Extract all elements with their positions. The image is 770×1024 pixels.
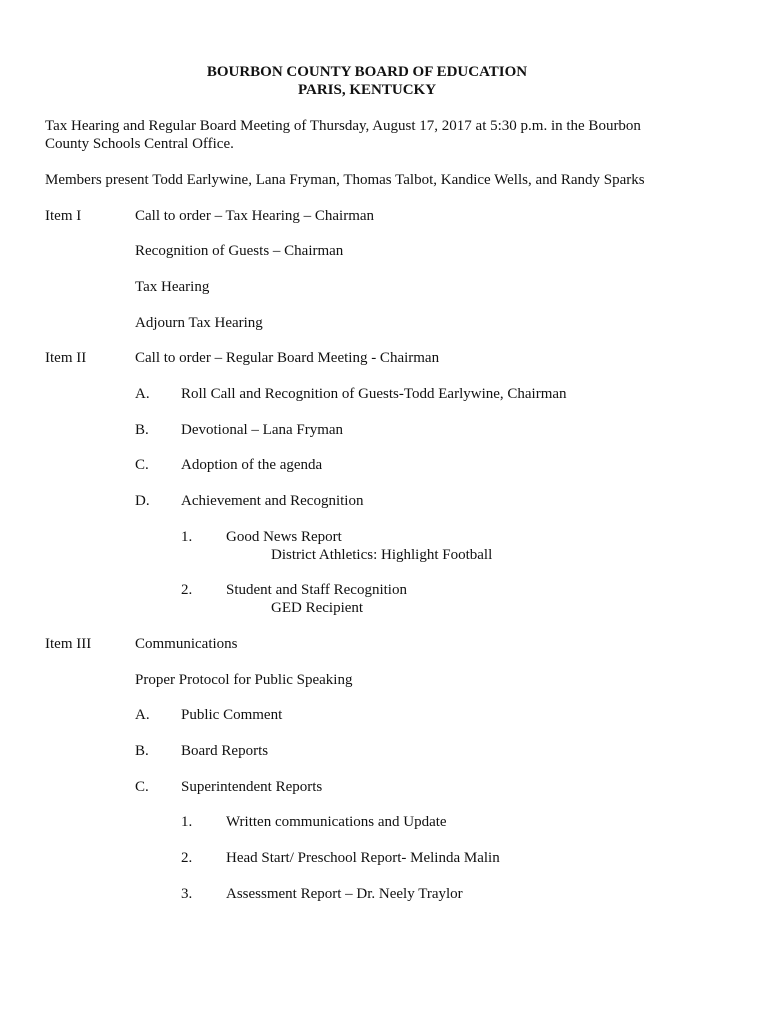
- item-1-label: Item I: [45, 208, 82, 224]
- item-2-sub-text: Achievement and Recognition: [181, 493, 364, 509]
- superintendent-report-marker: 2.: [181, 850, 193, 866]
- recognition-text: Student and Staff Recognition: [226, 582, 407, 598]
- item-3-sub-marker: B.: [135, 743, 149, 759]
- members-present: Members present Todd Earlywine, Lana Fryman, Thomas Talbot, Kandice Wells, and Randy Sparks: [45, 172, 645, 188]
- superintendent-report-marker: 3.: [181, 886, 193, 902]
- item-1-line: Tax Hearing: [135, 279, 210, 295]
- document-title: BOURBON COUNTY BOARD OF EDUCATION: [206, 64, 528, 80]
- item-1-line: Call to order – Tax Hearing – Chairman: [135, 208, 375, 224]
- recognition-detail: District Athletics: Highlight Football: [271, 547, 493, 563]
- superintendent-report-text: Head Start/ Preschool Report- Melinda Malin: [226, 850, 500, 866]
- item-2-sub-text: Adoption of the agenda: [181, 457, 323, 473]
- item-3-sub-text: Board Reports: [181, 743, 269, 759]
- item-3-sub-text: Public Comment: [181, 707, 283, 723]
- superintendent-report-marker: 1.: [181, 814, 193, 830]
- intro-line-2: County Schools Central Office.: [45, 136, 234, 152]
- item-2-sub-marker: D.: [135, 493, 150, 509]
- item-2-sub-text: Roll Call and Recognition of Guests-Todd Earlywine, Chairman: [181, 386, 567, 402]
- item-3-sub-marker: C.: [135, 779, 149, 795]
- item-1-line: Adjourn Tax Hearing: [135, 315, 263, 331]
- item-3-sub-text: Superintendent Reports: [181, 779, 323, 795]
- superintendent-report-text: Assessment Report – Dr. Neely Traylor: [226, 886, 463, 902]
- item-3-protocol: Proper Protocol for Public Speaking: [135, 672, 353, 688]
- item-1-line: Recognition of Guests – Chairman: [135, 243, 344, 259]
- item-2-sub-text: Devotional – Lana Fryman: [181, 422, 344, 438]
- intro-line-1: Tax Hearing and Regular Board Meeting of Thursday, August 17, 2017 at 5:30 p.m. in the Bourbon: [45, 118, 641, 134]
- superintendent-report-text: Written communications and Update: [226, 814, 447, 830]
- item-2-label: Item II: [45, 350, 87, 366]
- recognition-detail: GED Recipient: [271, 600, 364, 616]
- recognition-marker: 1.: [181, 529, 193, 545]
- document-location: PARIS, KENTUCKY: [297, 82, 437, 98]
- recognition-text: Good News Report: [226, 529, 342, 545]
- item-2-heading: Call to order – Regular Board Meeting - Chairman: [135, 350, 440, 366]
- item-3-label: Item III: [45, 636, 92, 652]
- item-2-sub-marker: C.: [135, 457, 149, 473]
- item-2-sub-marker: B.: [135, 422, 149, 438]
- item-3-sub-marker: A.: [135, 707, 150, 723]
- item-2-sub-marker: A.: [135, 386, 150, 402]
- recognition-marker: 2.: [181, 582, 193, 598]
- item-3-heading: Communications: [135, 636, 238, 652]
